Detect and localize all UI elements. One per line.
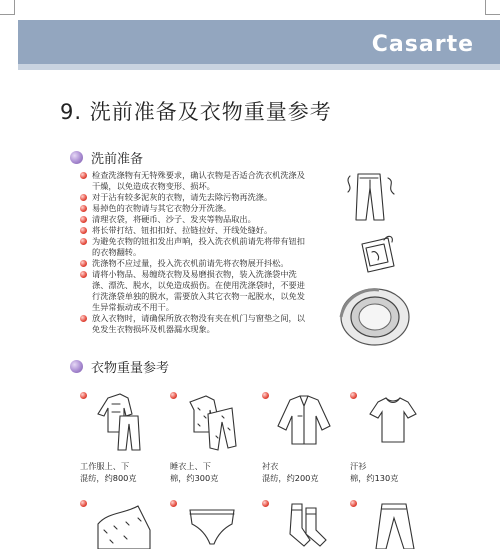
brand-logo: Casarte: [371, 32, 474, 57]
towel-icon: [94, 500, 154, 549]
prep-note: 易掉色的衣物请与其它衣物分开洗涤。: [80, 203, 310, 214]
cloth-item-shirt: [262, 392, 347, 487]
socks-icon: [276, 500, 336, 549]
red-bullet-icon: [80, 500, 87, 507]
trousers-icon: [364, 500, 424, 549]
prep-note: 请将小物品、易缠绕衣物及易磨损衣物，装入洗涤袋中洗涤、漂洗、脱水，以免造成损伤。在使用洗涤袋时，不要进行洗涤袋单独的脱水，需要放入其它衣物一起脱水，以免发生异常振动或不用干。: [80, 269, 310, 313]
trousers-with-strings-icon: [340, 168, 410, 228]
cloth-item-towel: [80, 500, 165, 549]
red-bullet-icon: [80, 216, 87, 223]
header-stripe: [18, 64, 500, 70]
washer-door-icon: [335, 286, 415, 348]
red-bullet-icon: [262, 500, 269, 507]
prep-section-heading: [70, 148, 143, 167]
red-bullet-icon: [350, 500, 357, 507]
cloth-item-underwear: [170, 500, 255, 549]
cloth-weight: 棉，约300克: [170, 473, 219, 483]
red-bullet-icon: [170, 392, 177, 399]
red-bullet-icon: [80, 205, 87, 212]
prep-note: 清理衣袋，将硬币、沙子、发夹等物品取出。: [80, 214, 310, 225]
shirt-icon: [276, 392, 336, 454]
cloth-name: 衬衣: [262, 461, 279, 471]
cloth-item-work-clothes: [80, 392, 165, 487]
red-bullet-icon: [80, 392, 87, 399]
cloth-item-trousers: [350, 500, 435, 549]
prep-note: 将长带打结、钮扣扣好、拉链拉好、开线处缝好。: [80, 225, 310, 236]
red-bullet-icon: [80, 238, 87, 245]
red-bullet-icon: [262, 392, 269, 399]
prep-note: 洗涤物不应过量，投入洗衣机前请先将衣物展开抖松。: [80, 258, 310, 269]
brand-header-bar: [18, 20, 500, 64]
pajamas-icon: [184, 392, 244, 454]
red-bullet-icon: [350, 392, 357, 399]
cloth-item-pajamas: [170, 392, 255, 487]
tshirt-icon: [364, 392, 424, 454]
cloth-weight: 棉，约130克: [350, 473, 399, 483]
red-bullet-icon: [80, 227, 87, 234]
work-clothes-icon: [94, 392, 154, 454]
prep-note: 为避免衣物的钮扣发出声响，投入洗衣机前请先将带有钮扣的衣物翻转。: [80, 236, 310, 258]
page-title: 9. 洗前准备及衣物重量参考: [60, 100, 332, 124]
prep-note: 检查洗涤物有无特殊要求，确认衣物是否适合洗衣机洗涤及干燥，以免造成衣物变形、损坏。: [80, 170, 310, 192]
section-bullet-icon: [70, 151, 83, 164]
cloth-item-tshirt: [350, 392, 435, 487]
prep-note: 对于沾有较多泥灰的衣物，请先去除污物再洗涤。: [80, 192, 310, 203]
cloth-weight: 混纺，约800克: [80, 473, 137, 483]
cloth-weight: 混纺，约200克: [262, 473, 319, 483]
red-bullet-icon: [170, 500, 177, 507]
laundry-bag-icon: [354, 232, 400, 276]
prep-notes-list: [80, 170, 310, 335]
cloth-item-socks: [262, 500, 347, 549]
cloth-name: 工作服上、下: [80, 461, 130, 471]
red-bullet-icon: [80, 260, 87, 267]
crop-mark-top-right: [485, 0, 500, 15]
red-bullet-icon: [80, 315, 87, 322]
crop-mark-top-left: [0, 0, 15, 15]
red-bullet-icon: [80, 172, 87, 179]
underwear-icon: [184, 500, 244, 549]
section-bullet-icon: [70, 360, 83, 373]
weight-heading-text: 衣物重量参考: [91, 361, 170, 376]
red-bullet-icon: [80, 194, 87, 201]
red-bullet-icon: [80, 271, 87, 278]
prep-note: 放入衣物时，请确保所放衣物没有夹在机门与窗垫之间，以免发生衣物损坏及机器漏水现象。: [80, 313, 310, 335]
cloth-name: 睡衣上、下: [170, 461, 211, 471]
weight-section-heading: [70, 357, 169, 376]
prep-heading-text: 洗前准备: [91, 152, 144, 167]
cloth-name: 汗衫: [350, 461, 367, 471]
